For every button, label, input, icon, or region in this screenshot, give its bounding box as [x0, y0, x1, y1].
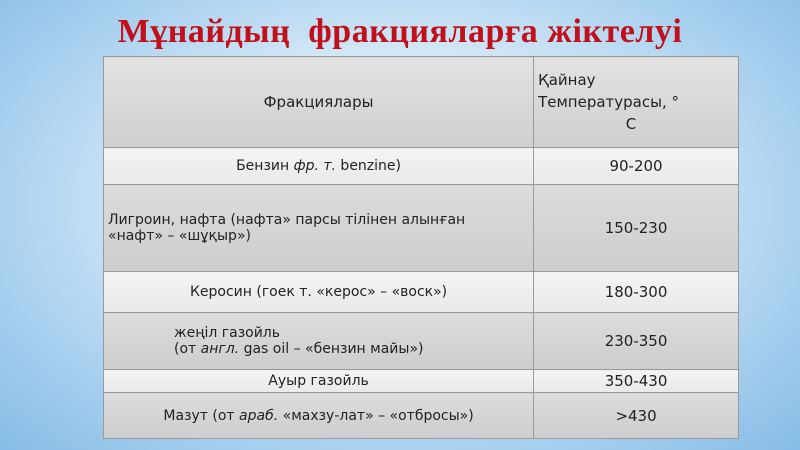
fraction-name-line-2: «нафт» – «шұқыр») — [108, 228, 251, 244]
fraction-name-text: «махзу-лат» – «отбросы») — [278, 407, 474, 424]
fraction-name-cell: Ауыр газойль — [104, 370, 534, 393]
fraction-name-cell — [104, 393, 534, 439]
table-row-kerosene — [104, 272, 739, 313]
fraction-name-text: gas oil – «бензин майы») — [239, 341, 424, 357]
table-row-light-gasoil — [104, 313, 739, 370]
fraction-name-text: benzine) — [335, 158, 401, 174]
table-row-ligroin — [104, 185, 739, 272]
boiling-temperature-column-header — [534, 57, 739, 148]
fraction-name-text: (от — [174, 341, 201, 357]
boiling-header-line-2: Температурасы, ° — [538, 93, 680, 111]
boiling-header-line-3: С — [625, 115, 637, 133]
boiling-range-cell: 180-300 — [534, 272, 739, 313]
fraction-name-text: Мазут (от — [163, 407, 240, 424]
boiling-range-cell: 150-230 — [534, 185, 739, 272]
table-row-heavy-gasoil — [104, 370, 739, 393]
boiling-range-cell: 230-350 — [534, 313, 739, 370]
boiling-range-cell: 350-430 — [534, 370, 739, 393]
fraction-name-italic: фр. т. — [293, 158, 336, 174]
fraction-name-italic: араб. — [239, 407, 279, 424]
fraction-name-cell: Керосин (гоек т. «керос» – «воск») — [104, 272, 534, 313]
fraction-name-cell — [104, 185, 534, 272]
fraction-name-italic: англ. — [200, 341, 240, 357]
fraction-column-header: Фракциялары — [104, 57, 534, 148]
table-row-petrol — [104, 148, 739, 185]
fraction-name-line-1: Лигроин, нафта (нафта» парсы тілінен алынған — [108, 212, 466, 228]
table-row-mazut — [104, 393, 739, 439]
table-header-row — [104, 57, 739, 148]
fraction-name-cell — [104, 313, 534, 370]
fractions-table — [103, 56, 739, 439]
page-title: Мұнайдың фракцияларға жіктелуі — [117, 13, 683, 50]
fraction-name-line-2 — [174, 341, 529, 357]
boiling-range-cell: >430 — [534, 393, 739, 439]
boiling-header-line-1: Қайнау — [538, 71, 596, 89]
fraction-name-line-1: жеңіл газойль — [174, 325, 281, 341]
fraction-name-text: Бензин — [236, 158, 294, 174]
boiling-range-cell: 90-200 — [534, 148, 739, 185]
fraction-name-cell — [104, 148, 534, 185]
